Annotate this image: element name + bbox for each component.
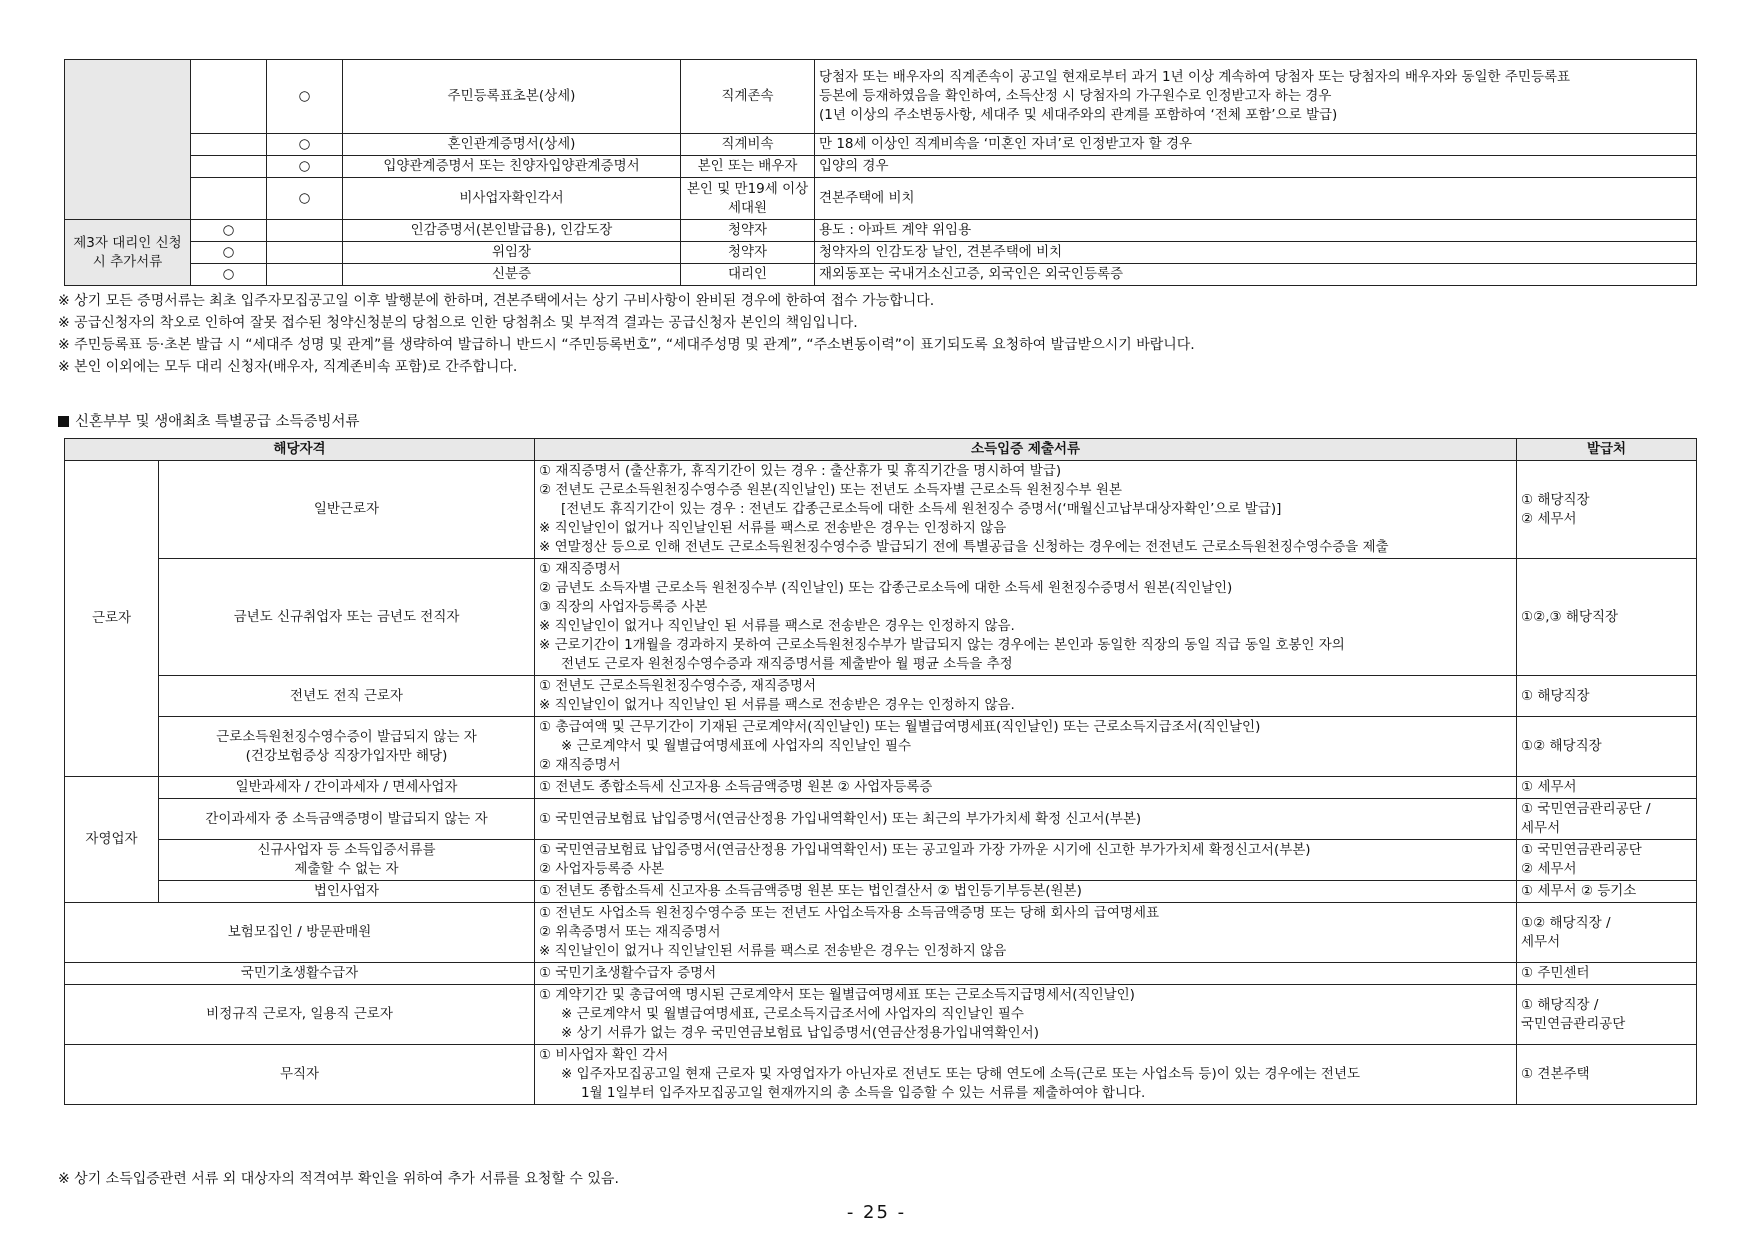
table-row: [65, 777, 1697, 799]
issuer-cell: [1517, 676, 1697, 717]
qualification-name: [159, 559, 535, 676]
table-row: [65, 963, 1697, 985]
document-line: ① 총급여액 및 근무기간이 기재된 근로계약서(직인날인) 또는 월별급여명세표(직인날인) 또는 근로소득지급조서(직인날인): [539, 719, 1261, 735]
condition-line: 등본에 등재하였음을 확인하여, 소득산정 시 당첨자의 가구원수로 인정받고자 하는 경우: [819, 88, 1332, 104]
target-person: 본인 또는 배우자: [681, 156, 815, 178]
document-line: ※ 근로계약서 및 월별급여명세표에 사업자의 직인날인 필수: [561, 738, 912, 754]
qualification-name: 무직자: [65, 1045, 535, 1105]
issuer-cell: [1517, 799, 1697, 840]
document-line: ※ 직인날인이 없거나 직인날인된 서류를 팩스로 전송받은 경우는 인정하지 않음: [539, 943, 1007, 959]
documents-cell: [535, 1045, 1517, 1105]
table-row: [65, 178, 1697, 220]
issuer-line: ② 세무서: [1521, 861, 1577, 877]
issuer-cell: [1517, 963, 1697, 985]
document-line: ※ 직인날인이 없거나 직인날인 된 서류를 팩스로 전송받은 경우는 인정하지 않음.: [539, 697, 1015, 713]
document-line: ① 전년도 종합소득세 신고자용 소득금액증명 원본 ② 사업자등록증: [539, 779, 933, 795]
issuer-line: ①② 해당직장 /: [1521, 914, 1611, 931]
document-line: ① 전년도 종합소득세 신고자용 소득금액증명 원본 또는 법인결산서 ② 법인등기부등본(원본): [539, 883, 1082, 899]
issuer-cell: [1517, 985, 1697, 1045]
table-row: [65, 717, 1697, 777]
document-name: 주민등록표초본(상세): [343, 60, 681, 134]
document-line: ※ 연말정산 등으로 인해 전년도 근로소득원천징수영수증 발급되기 전에 특별공급을 신청하는 경우에는 전전년도 근로소득원천징수영수증을 제출: [539, 539, 1389, 555]
documents-cell: [535, 881, 1517, 903]
table-row-proxy: [65, 264, 1697, 286]
issuer-line: ① 해당직장: [1521, 491, 1590, 508]
table-row-proxy: [65, 220, 1697, 242]
documents-cell: [535, 717, 1517, 777]
check-col-1: [191, 60, 267, 134]
qualification-line: 간이과세자 중 소득금액증명이 발급되지 않는 자: [205, 810, 488, 827]
issuer-line: ② 세무서: [1521, 510, 1577, 527]
check-col-2: [267, 242, 343, 264]
table-row: [65, 881, 1697, 903]
issuer-line: ① 국민연금관리공단: [1521, 842, 1642, 858]
income-proof-body: [65, 461, 1697, 1105]
documents-cell: [535, 903, 1517, 963]
target-person: 본인 및 만19세 이상 세대원: [681, 178, 815, 220]
document-name: 혼인관계증명서(상세): [343, 134, 681, 156]
document-line: 전년도 근로자 원천징수영수증과 재직증명서를 제출받아 월 평균 소득을 추정: [561, 656, 1013, 672]
condition-cell: [815, 134, 1697, 156]
note-line: ※ 본인 이외에는 모두 대리 신청자(배우자, 직계존비속 포함)로 간주합니다.: [58, 359, 518, 375]
table-row: [65, 461, 1697, 559]
table-row: [65, 985, 1697, 1045]
group-label: 자영업자: [65, 777, 159, 903]
document-line: 1월 1일부터 입주자모집공고일 현재까지의 총 소득을 입증할 수 있는 서류를 제출하여야 합니다.: [581, 1085, 1146, 1101]
document-line: ※ 근로기간이 1개월을 경과하지 못하여 근로소득원천징수부가 발급되지 않는 경우에는 본인과 동일한 직장의 동일 직급 동일 호봉인 자의: [539, 637, 1345, 653]
document-line: ② 전년도 근로소득원천징수영수증 원본(직인날인) 또는 전년도 소득자별 근로소득 원천징수부 원본: [539, 482, 1122, 498]
issuer-cell: [1517, 840, 1697, 881]
document-line: ① 계약기간 및 총급여액 명시된 근로계약서 또는 월별급여명세표 또는 근로소득지급명세서(직인날인): [539, 987, 1135, 1003]
issuer-line: ① 해당직장: [1521, 687, 1590, 704]
target-person: 직계비속: [681, 134, 815, 156]
document-line: ※ 직인날인이 없거나 직인날인 된 서류를 팩스로 전송받은 경우는 인정하지 않음.: [539, 618, 1015, 634]
issuer-cell: [1517, 777, 1697, 799]
document-line: ① 국민연금보험료 납입증명서(연금산정용 가입내역확인서) 또는 최근의 부가가치세 확정 신고서(부본): [539, 810, 1142, 827]
condition-line: 만 18세 이상인 직계비속을 ‘미혼인 자녀’로 인정받고자 할 경우: [819, 136, 1193, 152]
qualification-line: 근로소득원천징수영수증이 발급되지 않는 자: [216, 728, 477, 745]
section-title: 신혼부부 및 생애최초 특별공급 소득증빙서류: [58, 410, 360, 431]
document-name: 위임장: [343, 242, 681, 264]
issuer-line: ①② 해당직장: [1521, 738, 1602, 754]
document-line: ※ 직인날인이 없거나 직인날인된 서류를 팩스로 전송받은 경우는 인정하지 않음: [539, 520, 1007, 536]
table-row: [65, 1045, 1697, 1105]
document-name: 인감증명서(본인발급용), 인감도장: [343, 220, 681, 242]
issuer-line: 국민연금관리공단: [1521, 1015, 1626, 1032]
document-line: ※ 상기 서류가 없는 경우 국민연금보험료 납입증명서(연금산정용가입내역확인서): [561, 1025, 1039, 1041]
document-name: 비사업자확인각서: [343, 178, 681, 220]
table-row: [65, 60, 1697, 134]
header-issuer: 발급처: [1517, 439, 1697, 461]
documents-cell: [535, 840, 1517, 881]
document-line: ② 사업자등록증 사본: [539, 861, 665, 877]
proxy-label: 제3자 대리인 신청 시 추가서류: [65, 220, 191, 286]
note-line: ※ 주민등록표 등·초본 발급 시 “세대주 성명 및 관계”를 생략하여 발급하니 반드시 “주민등록번호”, “세대주성명 및 관계”, “주소변동이력”이 표기되도록 요청하여 발급받으시기 바랍니다.: [58, 337, 1195, 353]
document-name: 신분증: [343, 264, 681, 286]
qualification-line: 제출할 수 없는 자: [294, 861, 399, 877]
target-person: 청약자: [681, 242, 815, 264]
document-line: ※ 입주자모집공고일 현재 근로자 및 자영업자가 아닌자로 전년도 또는 당해 연도에 소득(근로 또는 사업소득 등)이 있는 경우에는 전년도: [561, 1066, 1361, 1082]
document-line: ① 전년도 근로소득원천징수영수증, 재직증명서: [539, 678, 817, 694]
document-name: 입양관계증명서 또는 친양자입양관계증명서: [343, 156, 681, 178]
check-col-2: ○: [267, 134, 343, 156]
documents-cell: [535, 777, 1517, 799]
qualification-line: (건강보험증상 직장가입자만 해당): [245, 747, 448, 764]
table-row: [65, 840, 1697, 881]
issuer-line: 세무서: [1521, 933, 1561, 950]
page-number: - 25 -: [846, 1202, 907, 1223]
square-bullet-icon: [58, 416, 69, 427]
document-line: ② 금년도 소득자별 근로소득 원천징수부 (직인날인) 또는 갑종근로소득에 대한 소득세 원천징수증명서 원본(직인날인): [539, 580, 1233, 596]
qualification-name: 보험모집인 / 방문판매원: [65, 903, 535, 963]
header-qualification: 해당자격: [65, 439, 535, 461]
issuer-line: ① 견본주택: [1521, 1066, 1590, 1082]
issuer-cell: [1517, 1045, 1697, 1105]
qualification-name: [159, 799, 535, 840]
condition-line: (1년 이상의 주소변동사항, 세대주 및 세대주와의 관계를 포함하여 ‘전체 포함’으로 발급): [819, 107, 1338, 123]
issuer-cell: [1517, 881, 1697, 903]
check-col-1: ○: [191, 264, 267, 286]
issuer-line: ①②,③ 해당직장: [1521, 608, 1619, 625]
qualification-line: 일반과세자 / 간이과세자 / 면세사업자: [235, 779, 458, 795]
qualification-name: 국민기초생활수급자: [65, 963, 535, 985]
qualification-name: [159, 461, 535, 559]
issuer-line: 세무서: [1521, 820, 1561, 836]
qualification-line: 법인사업자: [313, 883, 380, 899]
target-person: 대리인: [681, 264, 815, 286]
issuer-line: ① 세무서 ② 등기소: [1521, 883, 1637, 899]
document-line: ② 재직증명서: [539, 757, 621, 773]
table-row-proxy: [65, 242, 1697, 264]
table-row: [65, 559, 1697, 676]
note-line: ※ 공급신청자의 착오로 인하여 잘못 접수된 청약신청분의 당첨으로 인한 당첨취소 및 부적격 결과는 공급신청자 본인의 책임입니다.: [58, 315, 858, 331]
issuer-cell: [1517, 903, 1697, 963]
qualification-name: [159, 777, 535, 799]
target-person: 직계존속: [681, 60, 815, 134]
check-col-2: ○: [267, 60, 343, 134]
documents-cell: [535, 799, 1517, 840]
qualification-line: 전년도 전직 근로자: [290, 687, 403, 704]
note-bottom: ※ 상기 소득입증관련 서류 외 대상자의 적격여부 확인을 위하여 추가 서류를 요청할 수 있음.: [58, 1171, 619, 1187]
document-line: ① 국민연금보험료 납입증명서(연금산정용 가입내역확인서) 또는 공고일과 가장 가까운 시기에 신고한 부가가치세 확정신고서(부본): [539, 842, 1311, 858]
qualification-line: 일반근로자: [313, 501, 380, 517]
check-col-1: [191, 178, 267, 220]
condition-line: 입양의 경우: [819, 158, 889, 174]
check-col-1: ○: [191, 220, 267, 242]
condition-cell: [815, 178, 1697, 220]
document-line: ③ 직장의 사업자등록증 사본: [539, 599, 708, 615]
group-label: 근로자: [65, 461, 159, 777]
check-col-1: [191, 156, 267, 178]
target-person: 청약자: [681, 220, 815, 242]
qualification-name: [159, 676, 535, 717]
qualification-line: 금년도 신규취업자 또는 금년도 전직자: [233, 608, 460, 625]
condition-cell: 청약자의 인감도장 날인, 견본주택에 비치: [815, 242, 1697, 264]
qualification-name: [159, 717, 535, 777]
note-line: ※ 상기 모든 증명서류는 최초 입주자모집공고일 이후 발행분에 한하며, 견본주택에서는 상기 구비사항이 완비된 경우에 한하여 접수 가능합니다.: [58, 293, 935, 309]
documents-cell: [535, 461, 1517, 559]
issuer-line: ① 주민센터: [1521, 965, 1590, 981]
condition-cell: [815, 156, 1697, 178]
condition-line: 당첨자 또는 배우자의 직계존속이 공고일 현재로부터 과거 1년 이상 계속하여 당첨자 또는 당첨자의 배우자와 동일한 주민등록표: [819, 69, 1571, 85]
header-documents: 소득입증 제출서류: [535, 439, 1517, 461]
issuer-line: ① 해당직장 /: [1521, 996, 1599, 1013]
check-col-2: ○: [267, 178, 343, 220]
check-col-2: [267, 220, 343, 242]
check-col-2: [267, 264, 343, 286]
condition-cell: 재외동포는 국내거소신고증, 외국인은 외국인등록증: [815, 264, 1697, 286]
check-col-2: ○: [267, 156, 343, 178]
documents-cell: [535, 985, 1517, 1045]
issuer-cell: [1517, 717, 1697, 777]
table-row: [65, 903, 1697, 963]
issuer-line: ① 국민연금관리공단 /: [1521, 801, 1651, 817]
qualification-line: 신규사업자 등 소득입증서류를: [257, 842, 436, 858]
document-line: ① 재직증명서: [539, 561, 621, 577]
issuer-cell: [1517, 461, 1697, 559]
income-proof-table: [64, 438, 1697, 1105]
document-line: ① 전년도 사업소득 원천징수영수증 또는 전년도 사업소득자용 소득금액증명 또는 당해 회사의 급여명세표: [539, 905, 1160, 921]
required-documents-body: [65, 60, 1697, 286]
condition-line: 견본주택에 비치: [819, 190, 915, 206]
table-row: [65, 799, 1697, 840]
documents-cell: [535, 559, 1517, 676]
qualification-name: 비정규직 근로자, 일용직 근로자: [65, 985, 535, 1045]
table-row: [65, 134, 1697, 156]
check-col-1: ○: [191, 242, 267, 264]
qualification-name: [159, 840, 535, 881]
table-row: [65, 676, 1697, 717]
document-line: ② 위촉증명서 또는 재직증명서: [539, 924, 721, 940]
document-line: ① 국민기초생활수급자 증명서: [539, 965, 717, 981]
qualification-name: [159, 881, 535, 903]
required-documents-table: [64, 59, 1697, 286]
document-line: ① 재직증명서 (출산휴가, 휴직기간이 있는 경우 : 출산휴가 및 휴직기간을 명시하여 발급): [539, 463, 1062, 479]
check-col-1: [191, 134, 267, 156]
condition-cell: 용도 : 아파트 계약 위임용: [815, 220, 1697, 242]
condition-cell: [815, 60, 1697, 134]
document-line: [전년도 휴직기간이 있는 경우 : 전년도 갑종근로소득에 대한 소득세 원천징수 증명서(‘매월신고납부대상자확인’으로 발급)]: [561, 501, 1282, 517]
issuer-cell: [1517, 559, 1697, 676]
document-line: ※ 근로계약서 및 월별급여명세표, 근로소득지급조서에 사업자의 직인날인 필수: [561, 1006, 1024, 1022]
documents-cell: [535, 963, 1517, 985]
document-line: ① 비사업자 확인 각서: [539, 1047, 669, 1063]
table-row: [65, 156, 1697, 178]
blank-label-cell: [65, 60, 191, 220]
documents-cell: [535, 676, 1517, 717]
issuer-line: ① 세무서: [1521, 779, 1577, 795]
